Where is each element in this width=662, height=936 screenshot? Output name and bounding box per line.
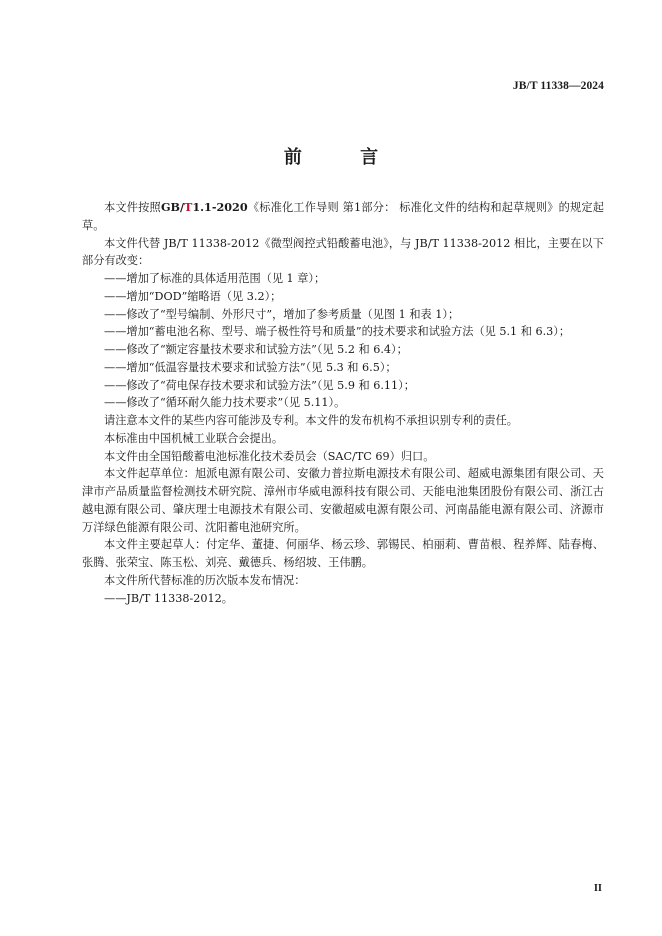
history-item: ——JB/T 11338-2012。: [104, 591, 233, 605]
patent-notice: 请注意本文件的某些内容可能涉及专利。本文件的发布机构不承担识别专利的责任。: [104, 414, 518, 427]
page-title: 前 言: [283, 147, 405, 168]
paragraph-text: 《标准化工作导则 第1部分： 标准化文件的结构和起草规则》的规定起草。: [82, 201, 604, 232]
drafting-units: 本文件起草单位：旭派电源有限公司、安徽力普拉斯电源技术有限公司、超威电源集团有限公司、天津市产品质量监督检测技术研究院、漳州市华威电源科技有限公司、天能电池集团股份有限公司、浙江古越电源有限公司、肇庆理士电源技术有限公司、安徽超威电源有限公司、河南晶能电源有限公司、济源市万洋绿色能源有限公司、沈阳蓄电池研究所。: [82, 467, 604, 534]
committee: 本文件由全国铅酸蓄电池标准化技术委员会（SAC/TC 69）归口。: [104, 449, 435, 463]
change-item: ——修改了“循环耐久能力技术要求”（见 5.11）。: [104, 396, 346, 410]
standard-ref: 1.1-2020: [192, 200, 248, 214]
change-item: ——增加“DOD”缩略语（见 3.2）；: [104, 289, 282, 303]
change-item: ——修改了“荷电保存技术要求和试验方法”（见 5.9 和 6.11）；: [104, 378, 415, 392]
drafters: 本文件主要起草人：付定华、董捷、何丽华、杨云珍、郭锡民、柏丽莉、曹苗根、程养辉、陆春梅、张腾、张荣宝、陈玉松、刘亮、戴德兵、杨绍坡、王伟鹏。: [82, 538, 604, 569]
change-item: ——增加“蓄电池名称、型号、端子极性符号和质量”的技术要求和试验方法（见 5.1 和 6.3）；: [104, 325, 571, 339]
history-heading: 本文件所代替标准的历次版本发布情况：: [104, 573, 306, 587]
standard-ref-highlight: T: [184, 200, 193, 214]
change-item: ——修改了“型号编制、外形尺寸”，增加了参考质量（见图 1 和表 1）；: [104, 307, 460, 321]
proposer: 本标准由中国机械工业联合会提出。: [104, 431, 284, 445]
standard-code: JB/T 11338—2024: [512, 80, 604, 92]
paragraph-scope: [82, 199, 604, 235]
paragraph-text: 本文件按照: [104, 201, 161, 214]
change-item: ——增加“低温容量技术要求和试验方法”（见 5.3 和 6.5）；: [104, 360, 397, 374]
standard-ref: GB/: [160, 200, 185, 214]
change-item: ——增加了标准的具体适用范围（见 1 章）；: [104, 272, 326, 285]
page-number: II: [593, 883, 602, 894]
paragraph-replace: 本文件代替 JB/T 11338-2012《微型阀控式铅酸蓄电池》，与 JB/T 11338-2012 相比，主要在以下部分有改变：: [82, 236, 604, 268]
body-text: [82, 199, 604, 607]
change-item: ——修改了“额定容量技术要求和试验方法”（见 5.2 和 6.4）；: [104, 343, 408, 356]
